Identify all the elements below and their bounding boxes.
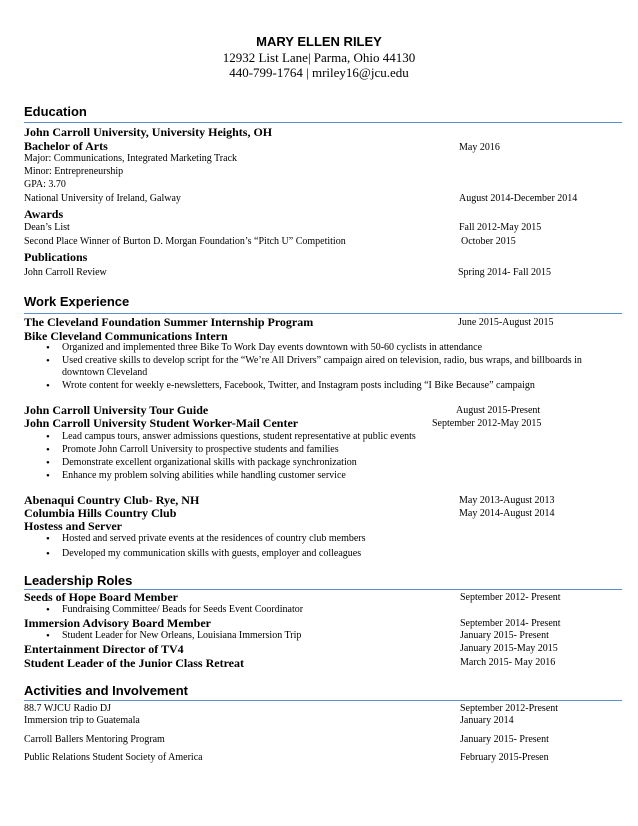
job-date: May 2014-August 2014 (459, 508, 555, 519)
job-org: John Carroll University Tour Guide (24, 403, 209, 417)
bullet-item: • Fundraising Committee/ Beads for Seeds Event Coordinator (62, 604, 303, 615)
leadership-date: March 2015- May 2016 (460, 657, 556, 668)
bullet-item: • Student Leader for New Orleans, Louisiana Immersion Trip (62, 630, 301, 641)
gpa: GPA: 3.70 (24, 179, 66, 190)
leadership-role: Student Leader of the Junior Class Retreat (24, 656, 244, 670)
publication-item: John Carroll Review (24, 267, 107, 278)
job-role: John Carroll University Student Worker-Mail Center (24, 416, 299, 430)
bullet-item: • Used creative skills to develop script for the “We’re All Drivers” campaign aired on television, radio, bus wraps, and billboards in (62, 355, 582, 366)
activity-item: Carroll Ballers Mentoring Program (24, 734, 165, 745)
bullet-item: • Demonstrate excellent organizational skills with package synchronization (62, 457, 357, 468)
activity-date: February 2015-Presen (460, 752, 549, 763)
leadership-role: Seeds of Hope Board Member (24, 590, 178, 604)
leadership-heading: Leadership Roles (24, 573, 133, 588)
bullet-item: • Enhance my problem solving abilities while handling customer service (62, 470, 346, 481)
education-heading: Education (24, 104, 87, 119)
job-date: May 2013-August 2013 (459, 495, 555, 506)
job-role: Bike Cleveland Communications Intern (24, 329, 228, 343)
degree-date: May 2016 (459, 142, 500, 153)
major: Major: Communications, Integrated Marketing Track (24, 153, 238, 164)
activity-date: January 2015- Present (460, 734, 549, 745)
bullet-continuation: downtown Cleveland (62, 367, 148, 378)
section-divider (24, 122, 622, 123)
bullet-item: • Developed my communication skills with guests, employer and colleagues (62, 548, 361, 559)
bullet-item: • Organized and implemented three Bike To Work Day events downtown with 50-60 cyclists in attendance (62, 342, 482, 353)
publication-date: Spring 2014- Fall 2015 (458, 267, 552, 278)
award-item: Second Place Winner of Burton D. Morgan Foundation’s “Pitch U” Competition (24, 236, 346, 247)
leadership-date: January 2015-May 2015 (460, 643, 558, 654)
resume-name: MARY ELLEN RILEY (256, 34, 382, 49)
activity-date: September 2012-Present (460, 703, 559, 714)
job-date: June 2015-August 2015 (458, 317, 554, 328)
leadership-date: January 2015- Present (460, 630, 549, 641)
bullet-item: • Hosted and served private events at the residences of country club members (62, 533, 366, 544)
contact-line: 440-799-1764 | mriley16@jcu.edu (229, 65, 409, 80)
degree: Bachelor of Arts (24, 139, 108, 153)
awards-heading: Awards (24, 207, 64, 221)
minor: Minor: Entrepreneurship (24, 166, 124, 177)
activities-heading: Activities and Involvement (24, 683, 188, 698)
award-date: Fall 2012-May 2015 (459, 222, 542, 233)
bullet-item: • Wrote content for weekly e-newsletters, Facebook, Twitter, and Instagram posts including “I Bike Because” campaign (62, 380, 535, 391)
job-org: Columbia Hills Country Club (24, 506, 177, 520)
activity-date: January 2014 (460, 715, 514, 726)
leadership-date: September 2014- Present (460, 618, 561, 629)
activity-item: Public Relations Student Society of America (24, 752, 203, 763)
study-abroad-date: August 2014-December 2014 (459, 193, 578, 204)
address-line: 12932 List Lane| Parma, Ohio 44130 (222, 50, 416, 65)
leadership-role: Entertainment Director of TV4 (24, 642, 184, 656)
activity-item: Immersion trip to Guatemala (24, 715, 140, 726)
activity-item: 88.7 WJCU Radio DJ (24, 703, 112, 714)
leadership-role: Immersion Advisory Board Member (24, 616, 211, 630)
bullet-item: • Lead campus tours, answer admissions questions, student representative at public events (62, 431, 416, 442)
job-date: September 2012-May 2015 (432, 418, 542, 429)
publications-heading: Publications (24, 250, 88, 264)
job-org: The Cleveland Foundation Summer Internship Program (24, 315, 314, 329)
job-role: Hostess and Server (24, 519, 122, 533)
section-divider (24, 700, 622, 701)
job-date: August 2015-Present (456, 405, 541, 416)
work-experience-heading: Work Experience (24, 294, 130, 309)
job-org: Abenaqui Country Club- Rye, NH (24, 493, 200, 507)
study-abroad: National University of Ireland, Galway (24, 193, 181, 204)
award-date: October 2015 (461, 236, 516, 247)
bullet-item: • Promote John Carroll University to prospective students and families (62, 444, 339, 455)
award-item: Dean’s List (24, 222, 70, 233)
section-divider (24, 313, 622, 314)
school-name: John Carroll University, University Heights, OH (24, 125, 273, 139)
leadership-date: September 2012- Present (460, 592, 561, 603)
